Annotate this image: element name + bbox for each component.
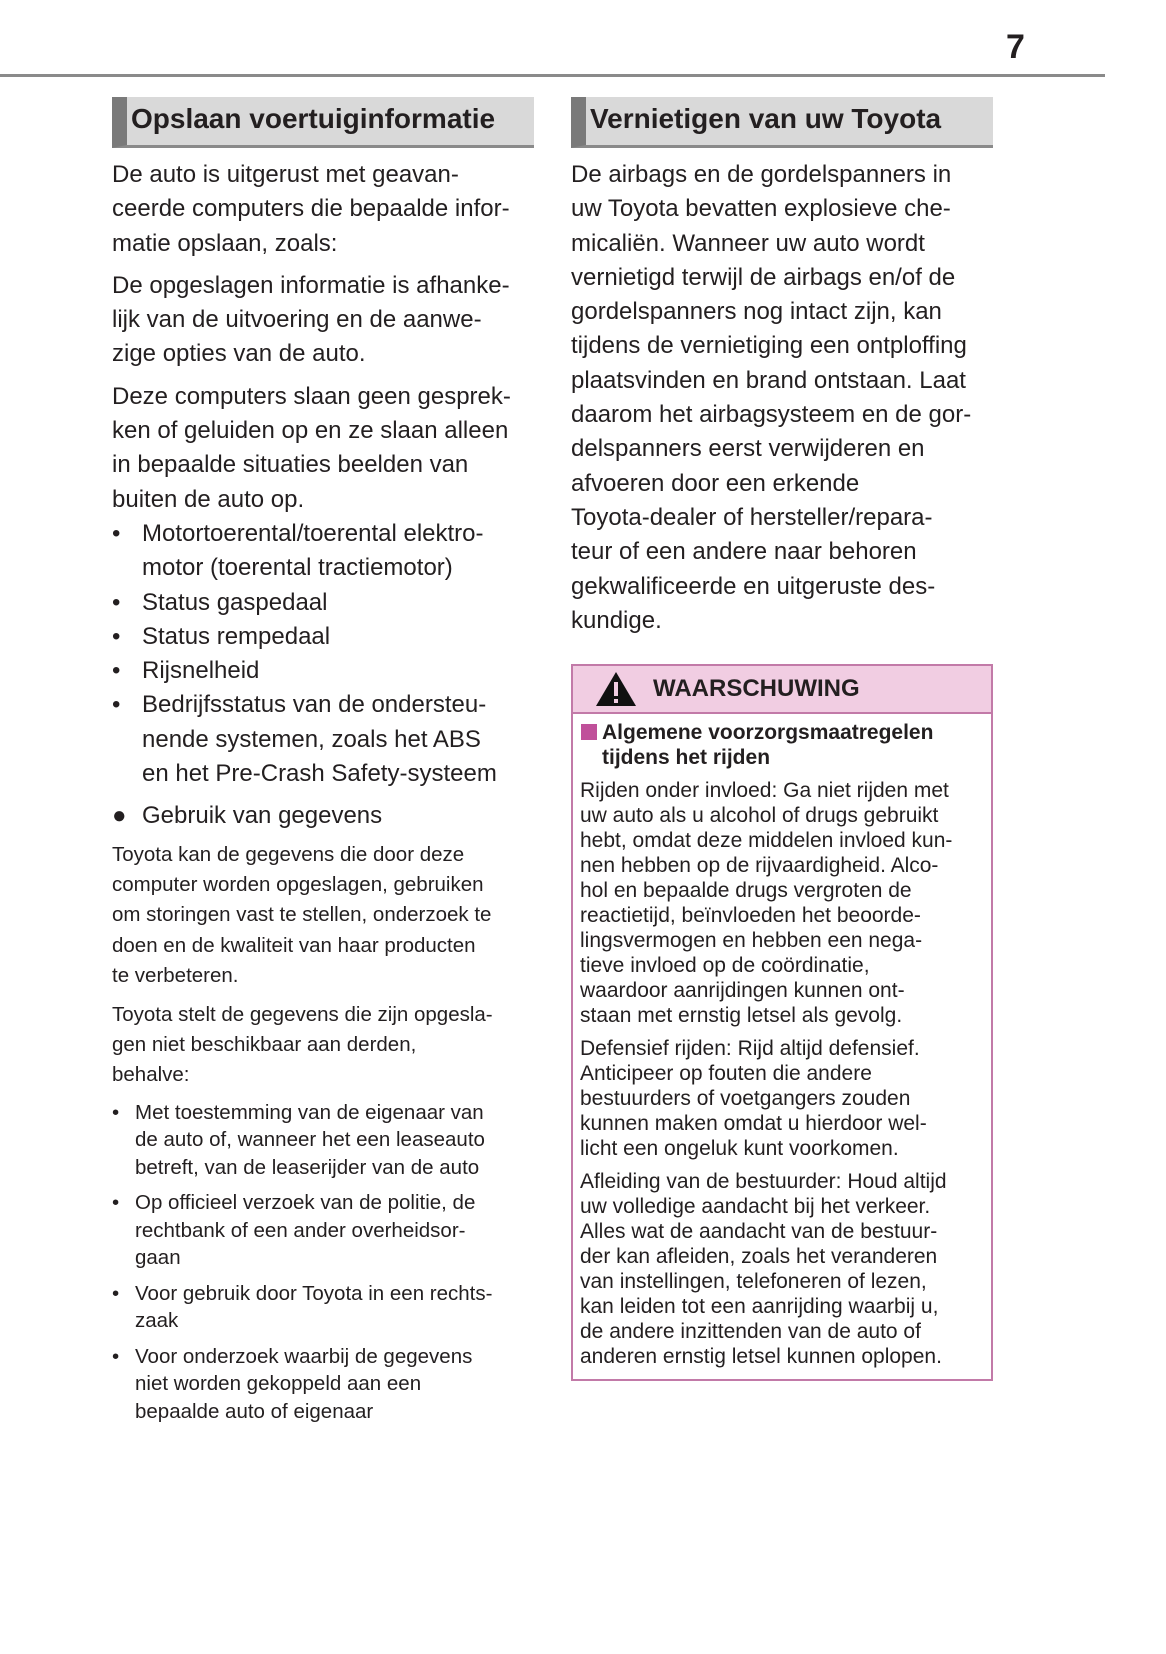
list-item: • Voor onderzoek waarbij de gegevens niet worden gekoppeld aan een bepaalde auto of eigenaar [112,1343,534,1426]
section-heading: Vernietigen van uw Toyota [571,97,993,148]
header-rule [0,74,1105,77]
list-item: • Voor gebruik door Toyota in een rechts- zaak [112,1280,534,1335]
paragraph: Toyota stelt de gegevens die zijn opgesla- gen niet beschikbaar aan derden, behalve: [112,1002,493,1087]
section-heading: Opslaan voertuiginformatie [112,97,534,148]
bullet-icon: • [112,622,121,650]
paragraph: De auto is uitgerust met geavan- ceerde computers die bepaalde infor- matie opslaan, zoals: [112,161,510,257]
paragraph: De opgeslagen informatie is afhanke- lijk van de uitvoering en de aanwe- zige opties van de auto. [112,271,510,368]
bullet-icon: • [112,691,121,719]
warning-title: WAARSCHUWING [653,675,860,703]
subheading: ● Gebruik van gegevens [112,799,534,833]
paragraph: Deze computers slaan geen gesprek- ken of geluiden op en ze slaan alleen in bepaalde situaties beelden van buiten de auto op. [112,382,511,513]
list-item: • Motortoerental/toerental elektro- motor (toerental tractiemotor) [112,517,534,586]
left-column [112,97,534,1433]
bullet-list [112,517,534,791]
warning-header [573,666,991,714]
bullet-icon: • [112,1100,120,1124]
bullet-icon: • [112,1191,120,1215]
bullet-icon: • [112,657,121,685]
bullet-icon: • [112,519,121,547]
warning-box [571,664,993,1381]
page-number: 7 [1006,28,1025,66]
warning-triangle-icon [595,671,637,707]
warning-paragraph: Afleiding van de bestuurder: Houd altijd uw volledige aandacht bij het verkeer. Alles wat de aandacht van de bestuur- der kan afleiden, zoals het veranderen van instellingen, telefoneren of lezen, kan leiden tot een aanrijding waarbij u, de andere inzittenden van de auto of anderen ernstig letsel kunnen oplopen. [580,1170,947,1369]
warning-paragraph: Rijden onder invloed: Ga niet rijden met uw auto als u alcohol of drugs gebruikt hebt, omdat deze middelen invloed kun- nen hebben op de rijvaardigheid. Alco- hol en bepaalde drugs vergroten de reactietijd, beïnvloeden het beoorde- lingsvermogen en hebben een nega- tieve invloed op de coördinatie, waardoor aanrijdingen kunnen ont- staan met ernstig letsel als gevolg. [580,779,953,1028]
square-icon [581,724,597,740]
warning-subheading: Algemene voorzorgsmaatregelen tijdens het rijden [573,714,991,770]
right-column [571,97,993,1381]
paragraph: Toyota kan de gegevens die door deze computer worden opgeslagen, gebruiken om storingen vast te stellen, onderzoek te doen en de kwaliteit van haar producten te verbeteren. [112,842,492,988]
filled-circle-icon: ● [112,802,127,830]
bullet-icon: • [112,1344,120,1368]
list-item: • Op officieel verzoek van de politie, de rechtbank of een ander overheidsor- gaan [112,1189,534,1272]
small-bullet-list [112,1099,534,1426]
list-item: • Bedrijfsstatus van de ondersteu- nende systemen, zoals het ABS en het Pre-Crash Safety-systeem [112,688,534,791]
paragraph: De airbags en de gordelspanners in uw Toyota bevatten explosieve che- micaliën. Wanneer uw auto wordt vernietigd terwijl de airbags en/of de gordelspanners nog intact zijn, kan tijdens de vernietiging een ontploffing plaatsvinden en brand ontstaan. Laat daarom het airbagsysteem en de gor- delspanners eerst verwijderen en afvoeren door een erkende Toyota-dealer of hersteller/repara- teur of een andere naar behoren gekwalificeerde en uitgeruste des- kundige. [571,161,972,634]
list-item: • Status rempedaal [112,620,534,654]
list-item: • Met toestemming van de eigenaar van de auto of, wanneer het een leaseauto betreft, van de leaserijder van de auto [112,1099,534,1182]
bullet-icon: • [112,1281,120,1305]
warning-paragraph: Defensief rijden: Rijd altijd defensief. Anticipeer op fouten die andere bestuurders of voetgangers zouden kunnen maken omdat u hierdoor wel- licht een ongeluk kunt voorkomen. [580,1037,927,1161]
bullet-icon: • [112,588,121,616]
list-item: • Rijsnelheid [112,654,534,688]
list-item: • Status gaspedaal [112,586,534,620]
